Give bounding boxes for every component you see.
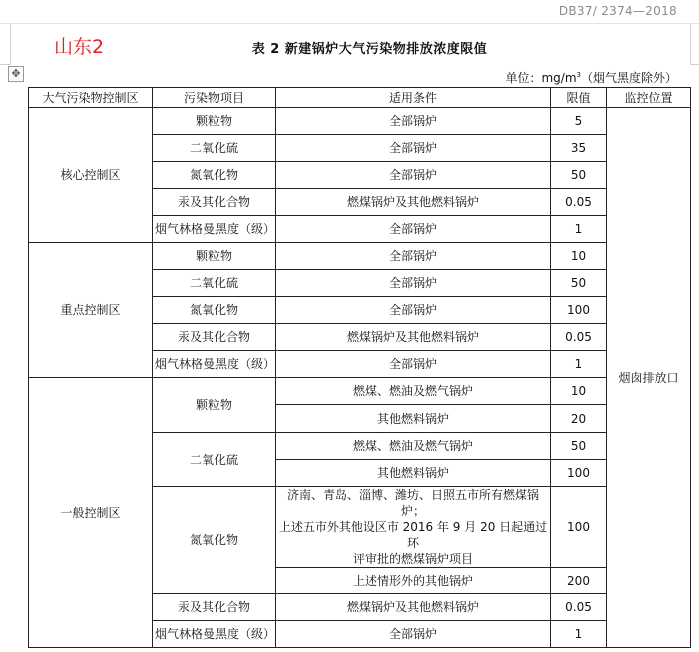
condition-line: 济南、青岛、淄博、潍坊、日照五市所有燃煤锅炉； [286, 488, 539, 518]
unit-note-suffix: （烟气黑度除外） [580, 71, 677, 85]
limit-cell: 0.05 [551, 189, 607, 216]
pollutant-cell: 氮氧化物 [153, 487, 276, 594]
pollutant-cell: 二氧化硫 [153, 270, 276, 297]
limit-cell: 10 [551, 378, 607, 405]
condition-cell: 燃煤锅炉及其他燃料锅炉 [276, 594, 551, 621]
limit-cell: 1 [551, 216, 607, 243]
condition-cell: 全部锅炉 [276, 297, 551, 324]
condition-cell: 全部锅炉 [276, 243, 551, 270]
condition-cell: 燃煤锅炉及其他燃料锅炉 [276, 189, 551, 216]
condition-cell: 燃煤、燃油及燃气锅炉 [276, 378, 551, 405]
zone-cell: 重点控制区 [29, 243, 153, 378]
monitoring-location-cell: 烟囱排放口 [607, 108, 691, 648]
condition-line: 上述五市外其他设区市 2016 年 9 月 20 日起通过环 [278, 520, 548, 550]
limit-cell: 1 [551, 621, 607, 648]
unit-note-superscript: 3 [576, 71, 581, 79]
pollutant-cell: 颗粒物 [153, 378, 276, 433]
condition-cell: 其他燃料锅炉 [276, 405, 551, 433]
limit-cell: 20 [551, 405, 607, 433]
red-annotation-label: 山东2 [54, 36, 105, 58]
table-row [29, 243, 691, 270]
pollutant-cell: 烟气林格曼黑度（级） [153, 351, 276, 378]
condition-cell: 全部锅炉 [276, 621, 551, 648]
condition-cell: 全部锅炉 [276, 162, 551, 189]
limit-cell: 200 [551, 568, 607, 594]
pollutant-cell: 颗粒物 [153, 243, 276, 270]
column-header-monitoring: 监控位置 [607, 88, 691, 108]
pollutant-cell: 烟气林格曼黑度（级） [153, 621, 276, 648]
zone-cell: 一般控制区 [29, 378, 153, 648]
unit-note-prefix: 单位：mg/m [505, 71, 577, 85]
limit-cell: 0.05 [551, 594, 607, 621]
limit-cell: 5 [551, 108, 607, 135]
column-header-limit: 限值 [551, 88, 607, 108]
pollutant-cell: 汞及其化合物 [153, 324, 276, 351]
pollutant-cell: 颗粒物 [153, 108, 276, 135]
column-header-condition: 适用条件 [276, 88, 551, 108]
limit-cell: 0.05 [551, 324, 607, 351]
table-title: 表 2 新建锅炉大气污染物排放浓度限值 [251, 42, 488, 57]
unit-note [505, 69, 677, 86]
condition-cell: 全部锅炉 [276, 108, 551, 135]
table-row [29, 378, 691, 405]
limit-cell: 100 [551, 460, 607, 487]
pollutant-cell: 烟气林格曼黑度（级） [153, 216, 276, 243]
condition-cell: 燃煤、燃油及燃气锅炉 [276, 433, 551, 460]
limit-cell: 50 [551, 270, 607, 297]
header-rule [0, 23, 699, 24]
pollutant-cell: 二氧化硫 [153, 135, 276, 162]
condition-cell: 全部锅炉 [276, 270, 551, 297]
pollutant-cell: 氮氧化物 [153, 162, 276, 189]
condition-cell: 其他燃料锅炉 [276, 460, 551, 487]
column-header-pollutant: 污染物项目 [153, 88, 276, 108]
table-row [29, 108, 691, 135]
pollutant-cell: 二氧化硫 [153, 433, 276, 487]
limit-cell: 100 [551, 297, 607, 324]
column-header-zone: 大气污染物控制区 [29, 88, 153, 108]
pollutant-cell: 汞及其化合物 [153, 594, 276, 621]
condition-cell-multiline [276, 487, 551, 568]
limit-cell: 1 [551, 351, 607, 378]
condition-line: 评审批的燃煤锅炉项目 [352, 552, 473, 566]
pollutant-cell: 氮氧化物 [153, 297, 276, 324]
condition-cell: 上述情形外的其他锅炉 [276, 568, 551, 594]
zone-cell: 核心控制区 [29, 108, 153, 243]
condition-cell: 全部锅炉 [276, 216, 551, 243]
limit-cell: 50 [551, 433, 607, 460]
standard-code: DB37/ 2374—2018 [558, 4, 677, 18]
limit-cell: 100 [551, 487, 607, 568]
move-cross-icon[interactable]: ✥ [8, 66, 24, 82]
condition-cell: 燃煤锅炉及其他燃料锅炉 [276, 324, 551, 351]
limit-cell: 35 [551, 135, 607, 162]
condition-cell: 全部锅炉 [276, 351, 551, 378]
limit-cell: 50 [551, 162, 607, 189]
condition-cell: 全部锅炉 [276, 135, 551, 162]
emission-limits-table [28, 87, 691, 648]
limit-cell: 10 [551, 243, 607, 270]
pollutant-cell: 汞及其化合物 [153, 189, 276, 216]
